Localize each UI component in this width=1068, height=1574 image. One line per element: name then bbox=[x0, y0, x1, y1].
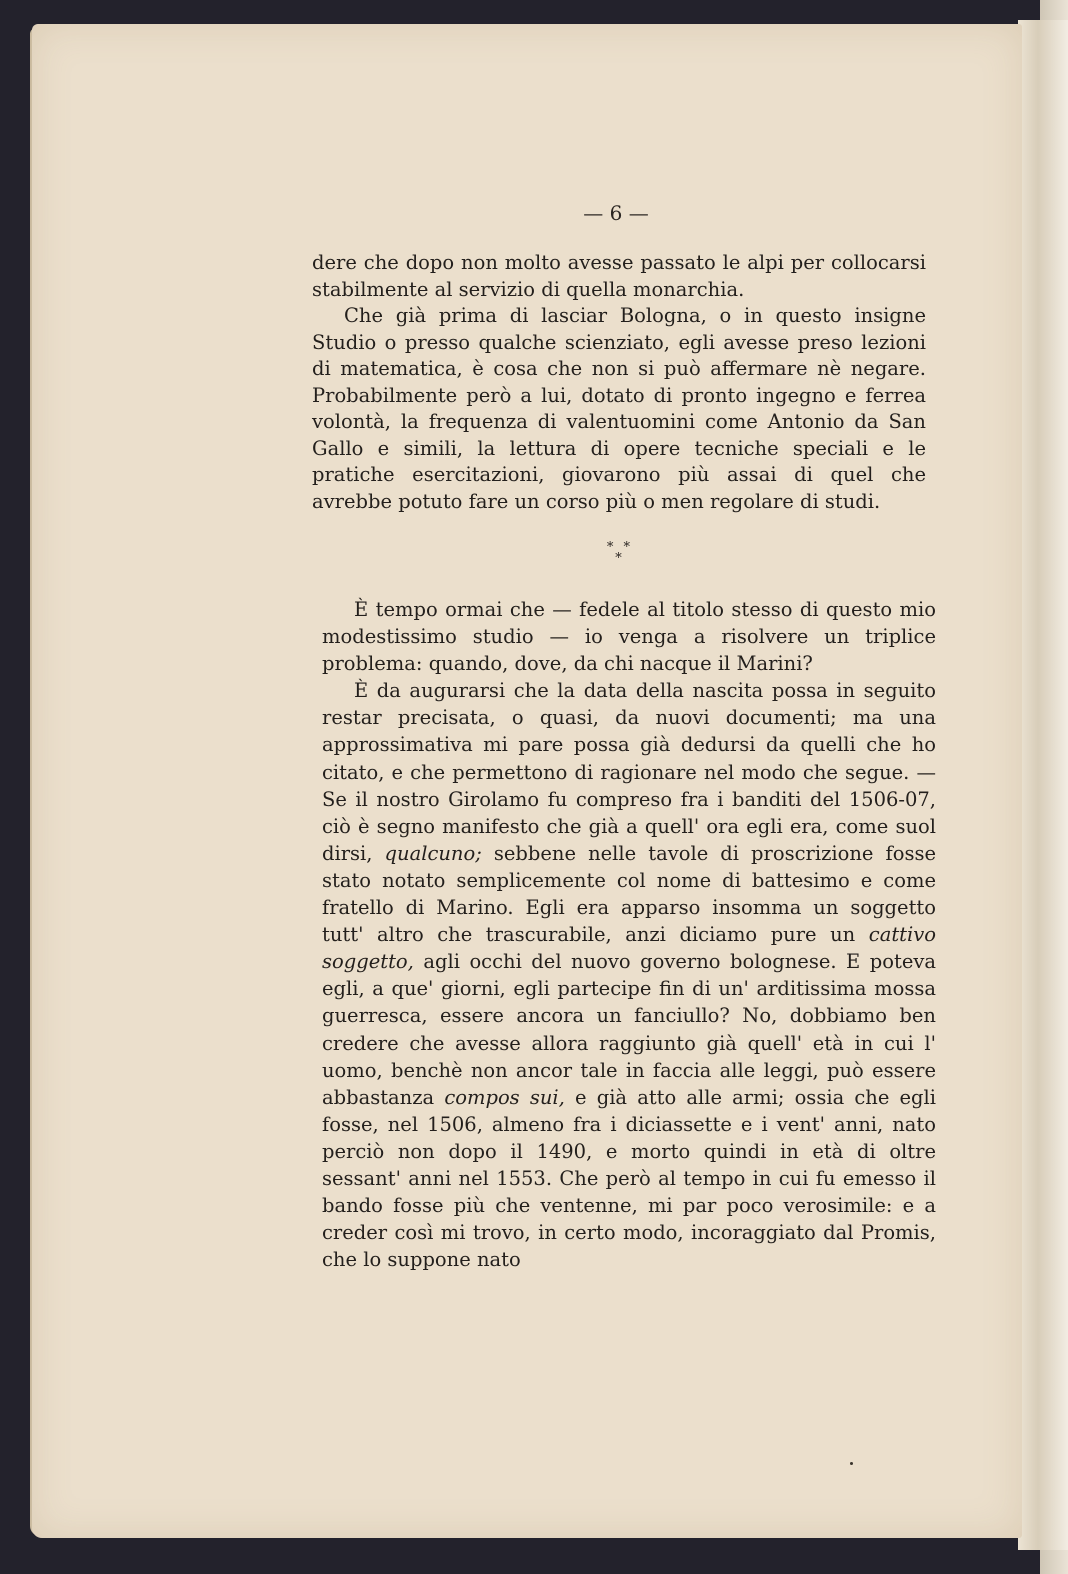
page-number: — 6 — bbox=[583, 201, 649, 225]
paper-speck bbox=[850, 1462, 853, 1465]
paragraph: Che già prima di lasciar Bologna, o in questo insigne Studio o presso qualche scienziato, egli avesse preso lezioni di matematica, è cosa che non si può affermare nè negare. Probabilmente però a lui, dotato di pronto ingegno e ferrea volontà, la frequenza di valentuomini come Antonio da San Gallo e simili, la lettura di opere tecniche speciali e le pratiche esercitazioni, giovarono più assai di quel che avrebbe potuto fare un corso più o men regolare di studi. bbox=[312, 304, 926, 513]
paragraph bbox=[322, 677, 936, 1273]
italic-text: qualcuno; bbox=[384, 841, 482, 865]
italic-text: compos sui, bbox=[444, 1085, 565, 1109]
page-fore-edge bbox=[1018, 20, 1068, 1550]
text-section-2 bbox=[322, 596, 936, 1273]
text-run: È da augurarsi che la data della nascita possa in seguito restar precisata, o quasi, da nuovi documenti; ma una approssimativa mi pare possa già dedursi da quelli che ho citato, e che permettono di ragionare nel modo che segue. — Se il nostro Girolamo fu compreso fra i banditi del 1506-07, ciò è segno manifesto che già a quell' ora egli era, come suol dirsi, bbox=[322, 679, 936, 865]
paragraph: dere che dopo non molto avesse passato le alpi per collocarsi stabilmente al servizio di quella monarchia. bbox=[312, 251, 926, 301]
text-section-1 bbox=[312, 250, 926, 515]
text-run: e già atto alle armi; ossia che egli fosse, nel 1506, almeno fra i diciassette e i vent' anni, nato perciò non dopo il 1490, e morto quindi in età di oltre sessant' anni nel 1553. Che però al tempo in cui fu emesso il bando fosse più che ventenne, mi par poco verosimile: e a creder così mi trovo, in certo modo, incoraggiato dal Promis, che lo suppone nato bbox=[322, 1085, 937, 1272]
section-separator-asterisks: * * * bbox=[606, 540, 634, 566]
text-run: sebbene nelle tavole di proscrizione fosse stato notato semplicemente col nome di battesimo e come fratello di Marino. Egli era apparso insomma un soggetto tutt' altro che trascurabile, anzi diciamo pure un bbox=[322, 841, 936, 947]
italic-text: cattivo soggetto, bbox=[322, 923, 936, 974]
paragraph: È tempo ormai che — fedele al titolo stesso di questo mio modestissimo studio — io venga a risolvere un triplice problema: quando, dove, da chi nacque il Marini? bbox=[322, 598, 936, 676]
text-run: agli occhi del nuovo governo bolognese. E poteva egli, a que' giorni, egli partecipe fin di un' arditissima mossa guerresca, essere ancora un fanciullo? No, dobbiamo ben credere che avesse allora raggiunto già quell' età in cui l' uomo, benchè non ancor tale in faccia alle leggi, può essere abbastanza bbox=[322, 950, 937, 1109]
